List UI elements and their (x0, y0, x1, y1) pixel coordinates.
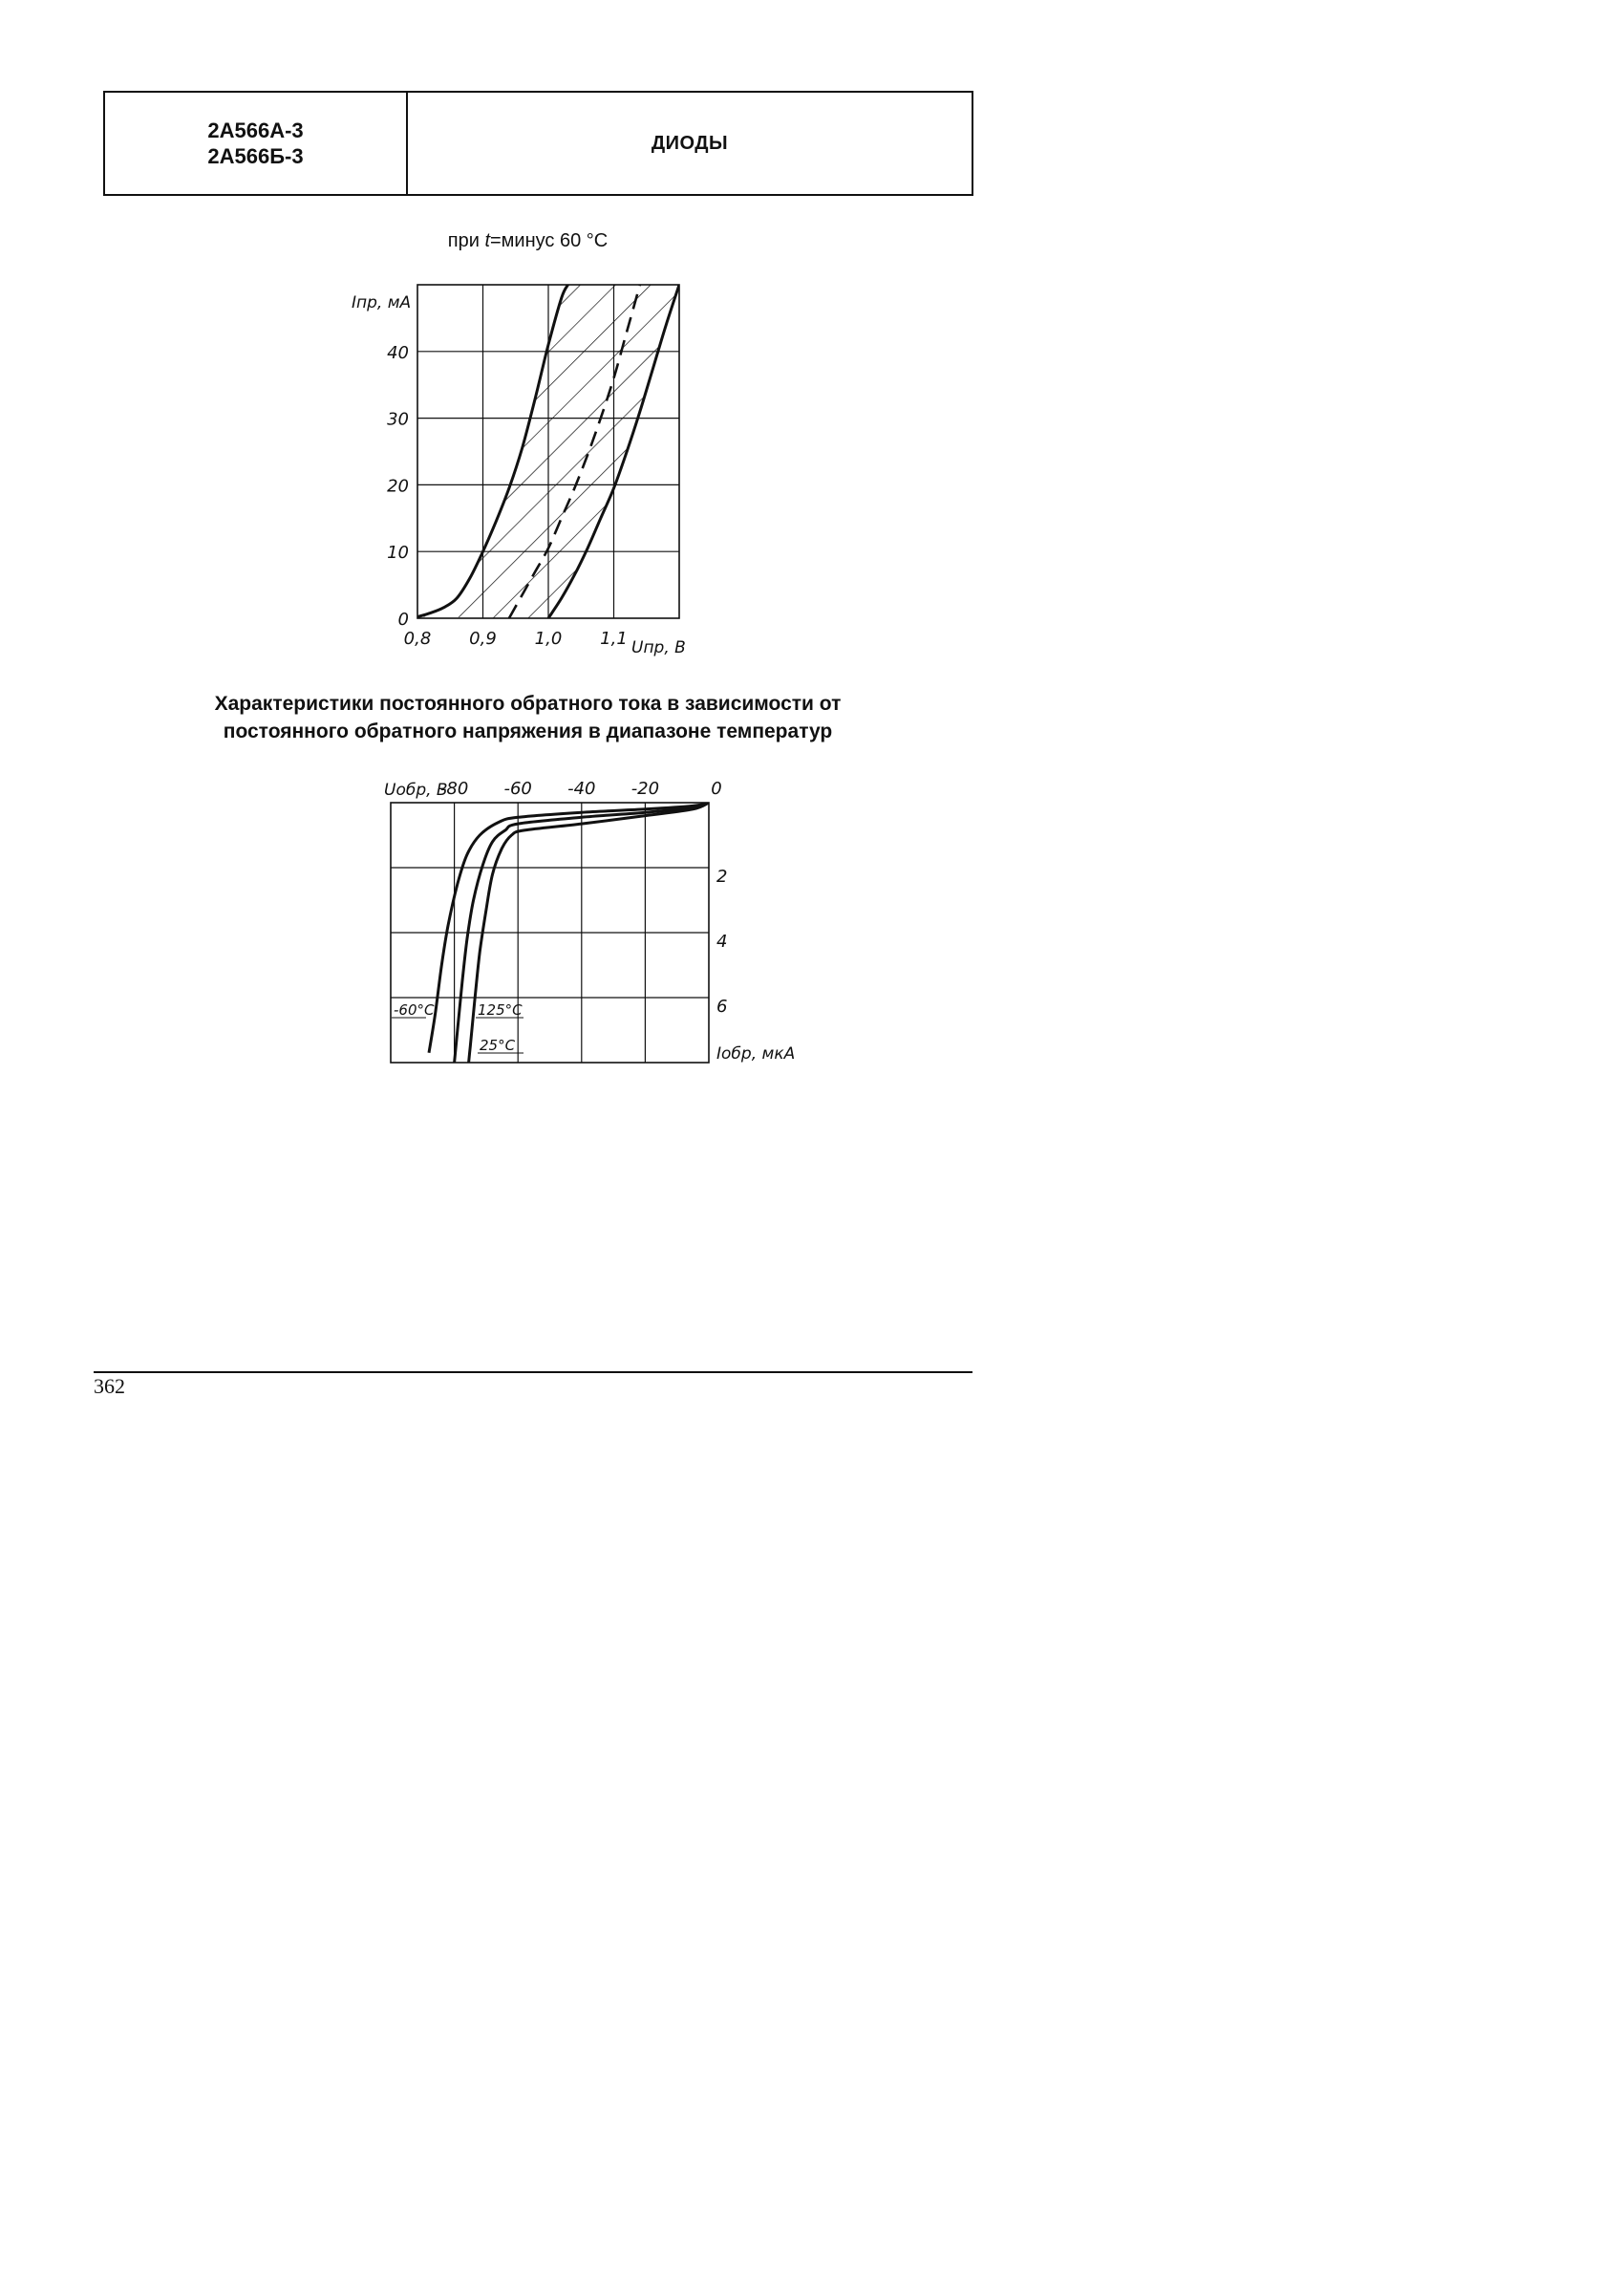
x-tick-label: -20 (630, 779, 660, 799)
x-tick-label: 0,8 (403, 629, 432, 649)
footer-rule (94, 1371, 972, 1373)
header-table (103, 91, 973, 196)
section-title: Характеристики постоянного обратного тока в зависимости от постоянного обратного напряжения в диапазоне температур (214, 693, 842, 742)
x-tick-label: 0 (711, 779, 722, 799)
y-tick-label: 4 (716, 932, 728, 952)
y-tick-label: 10 (387, 543, 409, 564)
curve-name-label: 25°С (480, 1037, 516, 1054)
page-number: 362 (94, 1374, 125, 1398)
y-tick-label: 20 (387, 476, 409, 497)
category-cell (408, 93, 972, 194)
x-tick-label: -60 (503, 779, 532, 799)
category-title: ДИОДЫ (651, 132, 729, 154)
y-tick-label: 30 (387, 409, 409, 430)
y-axis-label: Iобр, мкА (716, 1044, 796, 1064)
curve-series (429, 803, 709, 1053)
x-axis-label: Uпр, В (631, 638, 686, 657)
x-tick-label: -80 (439, 779, 469, 799)
y-axis-label: Iпр, мА (352, 293, 412, 312)
model-name: 2А566А-3 (207, 118, 304, 142)
model-cell (105, 93, 408, 194)
y-tick-label: 6 (716, 997, 728, 1017)
model-name: 2А566Б-3 (207, 144, 304, 168)
curve-name-label: -60°С (394, 1001, 435, 1019)
y-tick-label: 2 (716, 867, 728, 887)
reverse-ticks (440, 779, 728, 1017)
forward-iv-chart (0, 268, 1056, 678)
curve-name-label: 125°С (478, 1001, 523, 1019)
x-tick-label: 1,0 (534, 629, 563, 649)
reverse-current-chart (0, 764, 1056, 1080)
reverse-grid (391, 803, 709, 1063)
forward-chart-condition: при t=минус 60 °С (447, 230, 609, 251)
x-tick-label: 0,9 (469, 629, 497, 649)
x-tick-label: 1,1 (600, 629, 628, 649)
y-tick-label: 40 (387, 342, 409, 363)
x-axis-label: Uобр, В (384, 781, 448, 800)
y-tick-label: 0 (397, 610, 409, 630)
x-tick-label: -40 (567, 779, 596, 799)
